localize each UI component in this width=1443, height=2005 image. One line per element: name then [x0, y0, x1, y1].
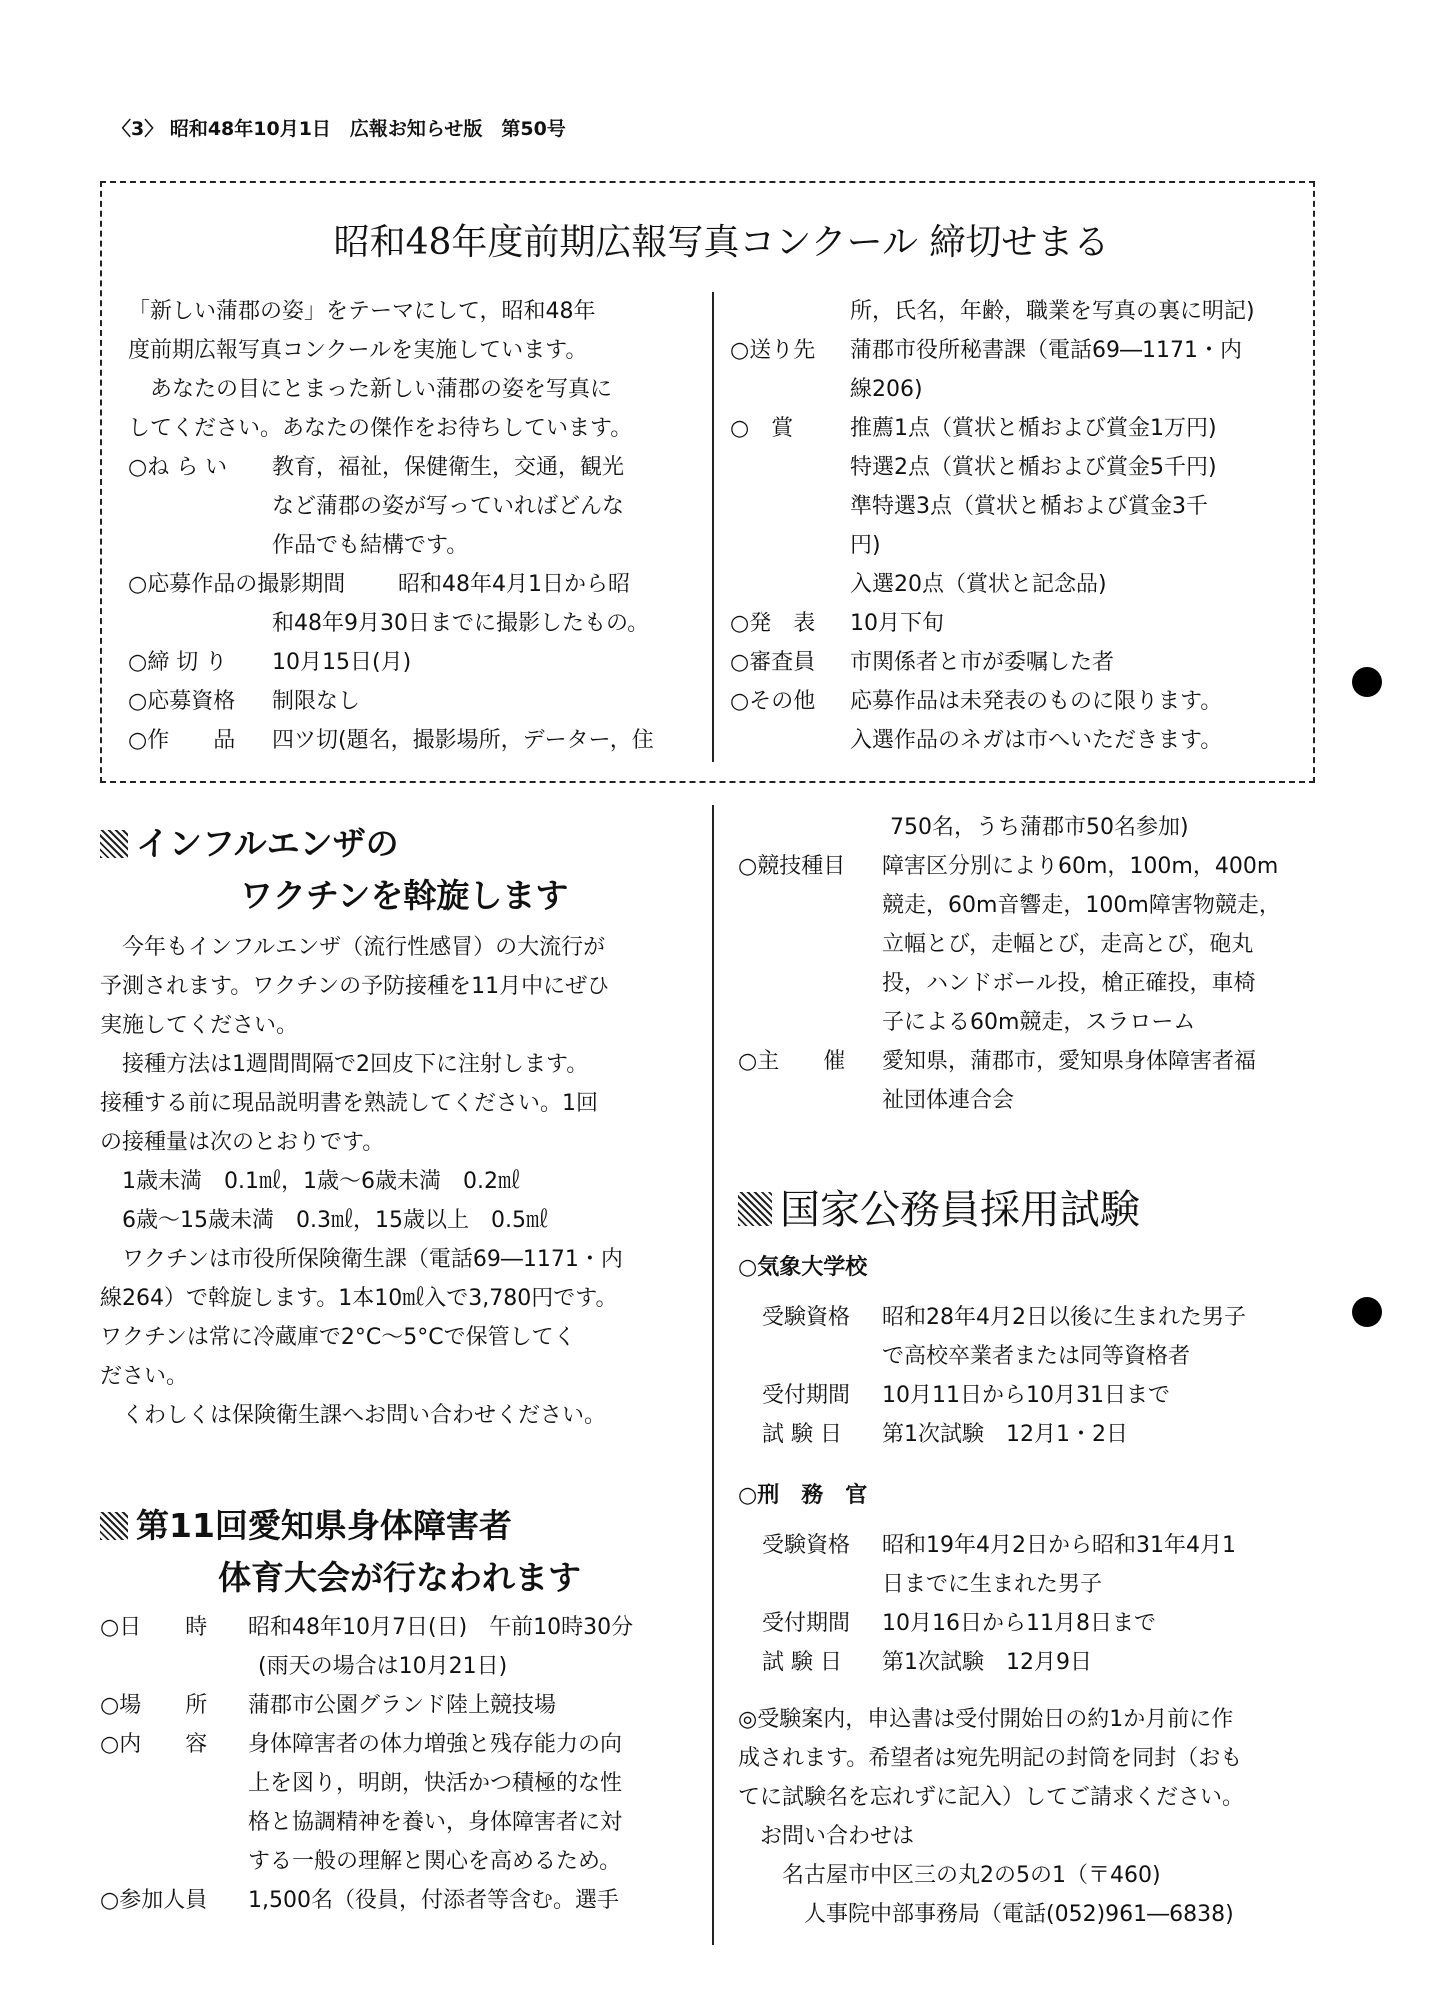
- item-value-line: 作品でも結構です。: [272, 533, 469, 558]
- text-line: 人事院中部事務局（電話(052)961―6838): [738, 1902, 1234, 1927]
- text-line: 6歳～15歳未満 0.3㎖，15歳以上 0.5㎖: [100, 1208, 548, 1233]
- item-label: ○締 切 り: [128, 650, 228, 675]
- hatch-icon: [738, 1192, 772, 1226]
- text-line: 線264）で斡旋します。1本10㎖入で3,780円です。: [100, 1286, 618, 1311]
- exam-school2: ○刑 務 官: [738, 1483, 868, 1508]
- item-value-line: 入選作品のネガは市へいただきます。: [850, 728, 1223, 753]
- item-label: ○審査員: [730, 650, 816, 675]
- item-value-line: 昭和48年4月1日から昭: [398, 572, 630, 597]
- contest-title: 昭和48年度前期広報写真コンクール 締切せまる: [333, 222, 1110, 263]
- item-value-line: (雨天の場合は10月21日): [258, 1654, 508, 1679]
- item-label: 受験資格: [762, 1533, 851, 1558]
- text-line: してください。あなたの傑作をお待ちしています。: [128, 416, 633, 441]
- text-line: 接種方法は1週間間隔で2回皮下に注射します。: [100, 1052, 589, 1077]
- contest-divider: [712, 292, 714, 762]
- item-label: 受付期間: [762, 1383, 851, 1408]
- text-line: ワクチンは市役所保険衛生課（電話69―1171・内: [100, 1247, 623, 1272]
- item-label: 受付期間: [762, 1611, 851, 1636]
- exam-heading: [738, 1178, 1140, 1235]
- item-value-line: 競走，60m音響走，100m障害物競走，: [882, 893, 1281, 918]
- item-label: ○日 時: [100, 1615, 208, 1640]
- item-label: 試 験 日: [762, 1650, 842, 1675]
- text-line: てに試験名を忘れずに記入）してご請求ください。: [738, 1785, 1245, 1810]
- item-label: ○作 品: [128, 728, 236, 753]
- item-value-line: 所，氏名，年齢，職業を写真の裏に明記): [850, 299, 1255, 324]
- text-line: 度前期広報写真コンクールを実施しています。: [128, 338, 588, 363]
- item-label: ○競技種目: [738, 854, 846, 879]
- item-value-line: 蒲郡市役所秘書課（電話69―1171・内: [850, 338, 1242, 363]
- item-value-line: 愛知県，蒲郡市，愛知県身体障害者福: [882, 1049, 1257, 1074]
- item-label: ○主 催: [738, 1049, 846, 1074]
- hatch-icon: [100, 1512, 128, 1540]
- item-value-line: 応募作品は未発表のものに限ります。: [850, 689, 1223, 714]
- item-label: ○その他: [730, 689, 816, 714]
- item-value-line: など蒲郡の姿が写っていればどんな: [272, 494, 625, 519]
- item-value-line: 制限なし: [272, 689, 361, 714]
- item-label: ○発 表: [730, 611, 816, 636]
- item-value-line: 円): [850, 533, 881, 558]
- item-value-line: 子による60m競走，スラローム: [882, 1010, 1196, 1035]
- item-value-line: 格と協調精神を養い，身体障害者に対: [248, 1810, 623, 1835]
- item-label: ○ 賞: [730, 416, 794, 441]
- punch-hole-mark: [1352, 667, 1382, 697]
- item-value-line: 立幅とび，走幅とび，走高とび，砲丸: [882, 932, 1254, 957]
- item-value-line: 昭和19年4月2日から昭和31年4月1: [882, 1533, 1236, 1558]
- text-line: 1歳未満 0.1㎖，1歳～6歳未満 0.2㎖: [100, 1169, 520, 1194]
- item-value-line: 和48年9月30日までに撮影したもの。: [272, 611, 650, 636]
- item-value-line: 10月下旬: [850, 611, 944, 636]
- text-line: くわしくは保険衛生課へお問い合わせください。: [100, 1403, 607, 1428]
- item-value-line: 上を図り，明朗，快活かつ積極的な性: [248, 1771, 623, 1796]
- item-label: ○送り先: [730, 338, 816, 363]
- text-line: 実施してください。: [100, 1013, 299, 1038]
- flu-title-line1: インフルエンザの: [136, 824, 399, 863]
- item-value-line: 昭和28年4月2日以後に生まれた男子: [882, 1305, 1246, 1330]
- item-label: ○ね ら い: [128, 455, 228, 480]
- text-line: の接種量は次のとおりです。: [100, 1130, 385, 1155]
- text-line: 今年もインフルエンザ（流行性感冒）の大流行が: [100, 935, 606, 960]
- text-line: ださい。: [100, 1364, 189, 1389]
- item-value-line: 特選2点（賞状と楯および賞金5千円): [850, 455, 1217, 480]
- item-value-line: 投，ハンドボール投，槍正確投，車椅: [882, 971, 1256, 996]
- item-value-line: 市関係者と市が委嘱した者: [850, 650, 1115, 675]
- item-value-line: 第1次試験 12月9日: [882, 1650, 1092, 1675]
- punch-hole-mark: [1352, 1297, 1382, 1327]
- item-value-line: 10月11日から10月31日まで: [882, 1383, 1170, 1408]
- item-value-line: する一般の理解と関心を高めるため。: [248, 1849, 622, 1874]
- text-line: ◎受験案内，申込書は受付開始日の約1か月前に作: [738, 1707, 1234, 1732]
- text-line: 名古屋市中区三の丸2の5の1（〒460): [738, 1863, 1161, 1888]
- item-label: ○応募作品の撮影期間: [128, 572, 346, 597]
- item-value-line: 蒲郡市公園グランド陸上競技場: [248, 1693, 557, 1718]
- item-value-line: 750名，うち蒲郡市50名参加): [890, 815, 1189, 840]
- item-value-line: 四ツ切(題名，撮影場所，データー，住: [272, 728, 654, 753]
- item-value-line: で高校卒業者または同等資格者: [882, 1344, 1191, 1369]
- sports-title-line2: 体育大会が行なわれます: [218, 1558, 581, 1597]
- text-line: 予測されます。ワクチンの予防接種を11月中にぜひ: [100, 974, 610, 999]
- item-label: 試 験 日: [762, 1422, 842, 1447]
- item-label: ○応募資格: [128, 689, 236, 714]
- flu-title-line2: ワクチンを斡旋します: [240, 876, 569, 915]
- sports-heading: [100, 1500, 512, 1547]
- item-value-line: 障害区分別により60m，100m，400m: [882, 854, 1279, 879]
- item-label: 受験資格: [762, 1305, 851, 1330]
- text-line: 接種する前に現品説明書を熟読してください。1回: [100, 1091, 598, 1116]
- item-value-line: 推薦1点（賞状と楯および賞金1万円): [850, 416, 1217, 441]
- item-label: ○参加人員: [100, 1888, 208, 1913]
- item-value-line: 1,500名（役員，付添者等含む。選手: [248, 1888, 619, 1913]
- text-line: 「新しい蒲郡の姿」をテーマにして，昭和48年: [128, 299, 596, 324]
- column-divider: [712, 805, 714, 1945]
- item-value-line: 線206): [850, 377, 923, 402]
- sports-title-line1: 第11回愛知県身体障害者: [136, 1506, 512, 1545]
- text-line: あなたの目にとまった新しい蒲郡の姿を写真に: [128, 377, 613, 402]
- item-value-line: 教育，福祉，保健衛生，交通，観光: [272, 455, 625, 480]
- hatch-icon: [100, 830, 128, 858]
- exam-school1: ○気象大学校: [738, 1255, 868, 1280]
- item-value-line: 10月15日(月): [272, 650, 412, 675]
- item-value-line: 準特選3点（賞状と楯および賞金3千: [850, 494, 1208, 519]
- item-value-line: 祉団体連合会: [882, 1088, 1015, 1113]
- exam-title: 国家公務員採用試験: [780, 1187, 1140, 1233]
- item-value-line: 第1次試験 12月1・2日: [882, 1422, 1128, 1447]
- text-line: 成されます。希望者は宛先明記の封筒を同封（おも: [738, 1746, 1243, 1771]
- flu-heading: [100, 818, 399, 865]
- text-line: ワクチンは常に冷蔵庫で2°C～5°Cで保管してく: [100, 1325, 576, 1350]
- item-value-line: 入選20点（賞状と記念品): [850, 572, 1107, 597]
- item-value-line: 昭和48年10月7日(日) 午前10時30分: [248, 1615, 634, 1640]
- item-value-line: 10月16日から11月8日まで: [882, 1611, 1156, 1636]
- item-value-line: 身体障害者の体力増強と残存能力の向: [248, 1732, 623, 1757]
- text-line: お問い合わせは: [738, 1824, 915, 1849]
- item-value-line: 日までに生まれた男子: [882, 1572, 1103, 1597]
- page-header: 〈3〉 昭和48年10月1日 広報お知らせ版 第50号: [112, 118, 566, 140]
- item-label: ○場 所: [100, 1693, 208, 1718]
- item-label: ○内 容: [100, 1732, 208, 1757]
